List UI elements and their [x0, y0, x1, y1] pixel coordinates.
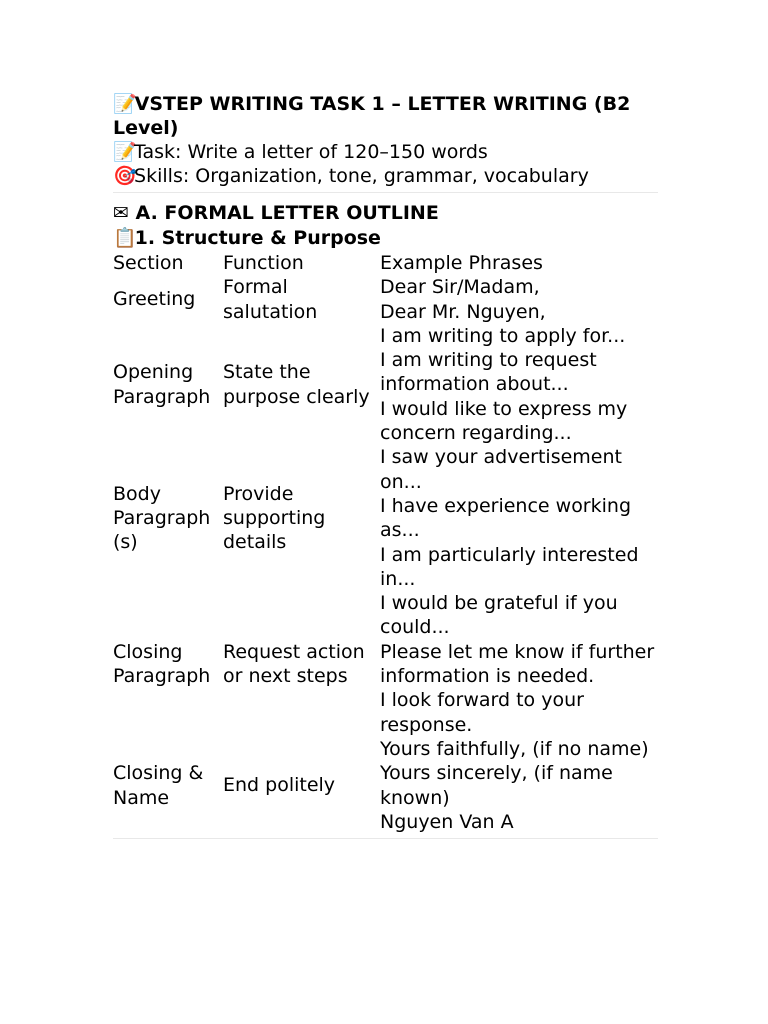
phrases-cell — [380, 737, 658, 834]
phrases-cell — [380, 324, 658, 445]
clipboard-icon: 📋 — [113, 227, 137, 249]
function-cell: Formal salutation — [223, 276, 318, 323]
example-phrase: I look forward to your response. — [380, 689, 584, 736]
table-row — [113, 737, 658, 834]
structure-heading — [113, 226, 658, 251]
example-phrase: I would like to express my concern regarding... — [380, 397, 628, 445]
example-phrase: I have experience working as... — [380, 494, 632, 542]
example-phrase: I am writing to request information about... — [380, 349, 597, 396]
example-phrase: Dear Mr. Nguyen, — [380, 300, 546, 323]
divider — [113, 192, 658, 193]
example-phrase: Yours faithfully, (if no name) — [380, 737, 649, 760]
section-cell: Closing Paragraph — [113, 640, 211, 688]
phrases-cell — [380, 591, 658, 737]
table-header-row — [113, 251, 658, 275]
table-header-cell: Function — [223, 252, 304, 274]
section-a-heading — [113, 201, 658, 226]
document-page — [113, 92, 658, 847]
memo-icon: 📝 — [113, 93, 137, 115]
section-a-title: A. FORMAL LETTER OUTLINE — [135, 202, 439, 224]
document-title-text: VSTEP WRITING TASK 1 – LETTER WRITING (B2 Level) — [113, 93, 631, 139]
table-header-cell: Example Phrases — [380, 252, 543, 274]
function-cell: End politely — [223, 774, 336, 797]
divider — [113, 838, 658, 839]
phrases-cell — [380, 445, 658, 591]
example-phrase: Please let me know if further information is needed. — [380, 640, 655, 688]
example-phrase: I would be grateful if you could... — [380, 592, 618, 639]
skills-text: Skills: Organization, tone, grammar, vocabulary — [134, 165, 589, 187]
example-phrase: I am particularly interested in... — [380, 543, 639, 590]
function-cell: State the purpose clearly — [223, 361, 370, 408]
envelope-icon: ✉ — [113, 202, 129, 224]
structure-title: 1. Structure & Purpose — [134, 227, 381, 249]
skills-line — [113, 164, 658, 188]
document-title — [113, 92, 658, 140]
phrases-cell — [380, 275, 658, 324]
table-row — [113, 445, 658, 591]
table-row — [113, 591, 658, 737]
section-cell: Opening Paragraph — [113, 361, 211, 408]
function-cell: Request action or next steps — [223, 640, 365, 688]
task-text: Task: Write a letter of 120–150 words — [134, 141, 488, 163]
table-row — [113, 324, 658, 445]
table-row — [113, 275, 658, 324]
example-phrase: Dear Sir/Madam, — [380, 276, 540, 299]
memo-icon: 📝 — [113, 141, 137, 163]
section-cell: Closing & Name — [113, 762, 204, 809]
example-phrase: I am writing to apply for... — [380, 324, 626, 347]
example-phrase: Yours sincerely, (if name known) — [380, 762, 613, 809]
task-line — [113, 140, 658, 164]
table-header-cell: Section — [113, 252, 184, 274]
section-cell: Greeting — [113, 288, 196, 311]
example-phrase: Nguyen Van A — [380, 810, 514, 833]
function-cell: Provide supporting details — [223, 482, 326, 554]
section-cell: Body Paragraph (s) — [113, 482, 211, 554]
outline-table — [113, 251, 658, 834]
target-icon: 🎯 — [113, 165, 137, 187]
example-phrase: I saw your advertisement on... — [380, 446, 622, 493]
